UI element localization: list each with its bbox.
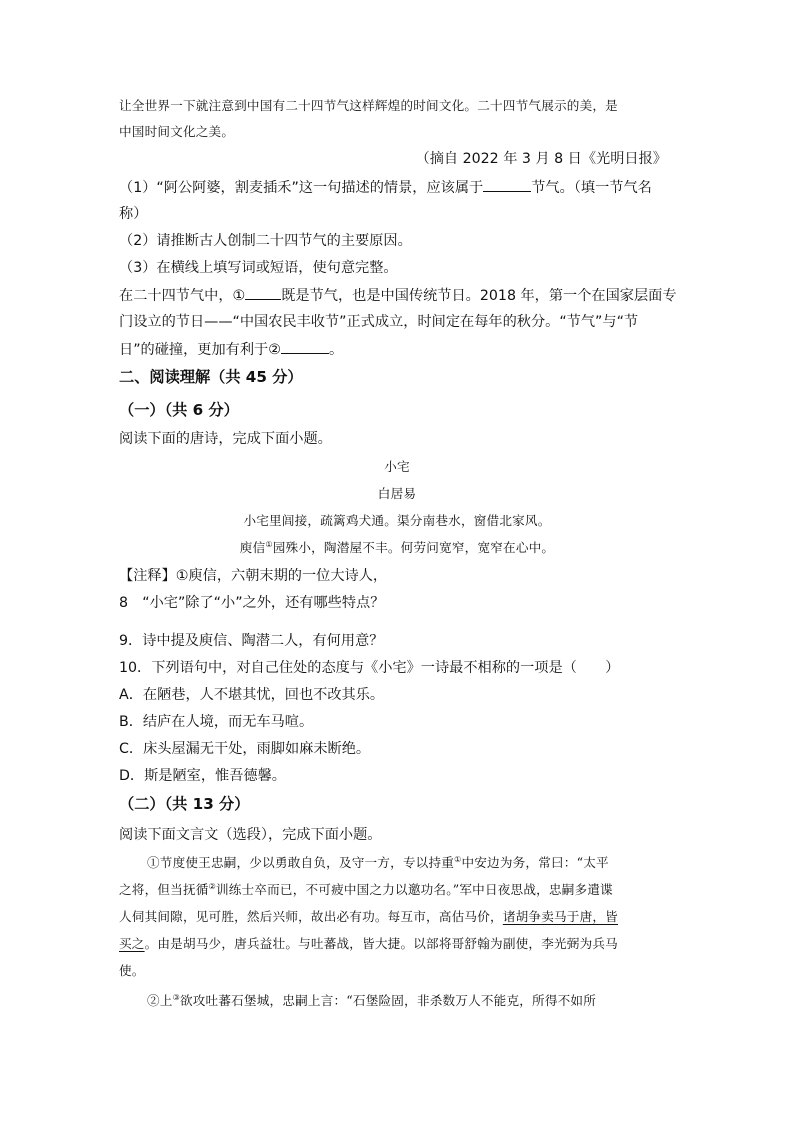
source-citation: （摘自 2022 年 3 月 8 日《光明日报》: [415, 151, 667, 167]
part-2-instruction: 阅读下面文言文（选段），完成下面小题。: [119, 827, 382, 843]
poem-line-1: 小宅里闾接，疏篱鸡犬通。渠分南巷水，窗借北家风。: [243, 513, 551, 528]
intro-line-1: 让全世界一下就注意到中国有二十四节气这样辉煌的时间文化。二十四节气展示的美，是: [119, 98, 618, 113]
classical-para1-line-4: [119, 934, 618, 954]
question-9: 9．诗中提及庾信、陶潜二人，有何用意？: [119, 633, 384, 649]
classical-text: 之将，但当抚循: [119, 882, 209, 897]
fill-text: 日”的碰撞，更加有利于②: [119, 342, 281, 358]
question-2: （2）请推断古人创制二十四节气的主要原因。: [119, 233, 412, 249]
section-heading: 二、阅读理解（共 45 分）: [119, 368, 303, 386]
classical-para1-line-2: [119, 880, 613, 900]
classical-text: ①节度使王忠嗣，少以勇敢自负，及守一方，专以持重: [147, 855, 455, 870]
part-1-heading: （一）（共 6 分）: [119, 401, 239, 419]
fill-paragraph-line-3: [119, 339, 343, 360]
classical-para1-line-5: 使。: [119, 963, 145, 978]
question-1-text-end: 节气。（填一节气名: [531, 180, 652, 196]
option-b: B．结庐在人境，而无车马喧。: [119, 714, 314, 730]
footnote-marker: ①: [265, 539, 273, 549]
classical-text: 。由是胡马少，唐兵益壮。与吐蕃战，皆大捷。以部将哥舒翰为副使，李光弼为兵马: [144, 936, 618, 951]
underlined-sentence-end: 买之: [119, 936, 145, 951]
question-1: [119, 177, 652, 198]
classical-para1-line-3: [119, 907, 618, 927]
fill-text: 。: [328, 342, 344, 358]
classical-text: 中安边为务，常曰：“太平: [461, 855, 609, 870]
classical-text: 欲攻吐蕃石堡城，忠嗣上言：“石堡险固，非杀数万人不能克，所得不如所: [179, 993, 597, 1008]
classical-text: 人伺其间隙，见可胜，然后兴师，故出必有功。每互市，高估马价，: [119, 909, 503, 924]
classical-para1-line-1: [147, 853, 609, 873]
question-1-continued: 称）: [119, 206, 148, 222]
classical-text: ②上: [147, 993, 173, 1008]
answer-blank-2[interactable]: [281, 339, 329, 354]
part-1-instruction: 阅读下面的唐诗，完成下面小题。: [119, 431, 332, 447]
fill-text: 既是节气，也是中国传统节日。2018 年，第一个在国家层面专: [281, 288, 677, 304]
poem-text: 庾信: [239, 540, 266, 555]
poem-text: 园殊小，陶潜屋不丰。何劳问宽窄，宽窄在心中。: [272, 540, 555, 555]
classical-para2-line-1: [147, 991, 596, 1011]
classical-text: 训练士卒而已，不可疲中国之力以邀功名。”军中日夜思战，忠嗣多遣谍: [215, 882, 613, 897]
question-3: （3）在横线上填写词或短语，使句意完整。: [119, 260, 398, 276]
footnote-marker: ①: [454, 854, 462, 864]
answer-blank[interactable]: [483, 177, 531, 192]
fill-text: 在二十四节气中，①: [119, 288, 246, 304]
poem-line-2: [0, 538, 794, 558]
fill-paragraph-line-2: 门设立的节日——“中国农民丰收节”正式成立，时间定在每年的秋分。“节气”与“节: [119, 314, 639, 330]
answer-blank-1[interactable]: [245, 285, 281, 300]
question-10: 10．下列语句中，对自己住处的态度与《小宅》一诗最不相称的一项是（ ）: [119, 660, 620, 676]
underlined-sentence: 诸胡争卖马于唐，皆: [502, 909, 618, 924]
question-8: 8 “小宅”除了“小”之外，还有哪些特点？: [119, 595, 385, 611]
poem-author: 白居易: [377, 486, 417, 501]
intro-line-2: 中国时间文化之美。: [119, 124, 235, 139]
annotation: 【注释】①庾信，六朝末期的一位大诗人，: [119, 568, 388, 584]
part-2-heading: （二）（共 13 分）: [119, 795, 250, 813]
footnote-marker: ②: [208, 881, 216, 891]
option-a: A．在陋巷，人不堪其忧，回也不改其乐。: [119, 687, 385, 703]
option-c: C．床头屋漏无干处，雨脚如麻未断绝。: [119, 741, 371, 757]
poem-title: 小宅: [384, 459, 410, 474]
footnote-marker: ③: [172, 992, 180, 1002]
question-1-text: （1）“阿公阿婆，割麦插禾”这一句描述的情景，应该属于: [119, 180, 484, 196]
option-d: D．斯是陋室，惟吾德馨。: [119, 768, 286, 784]
fill-paragraph-line-1: [119, 285, 677, 306]
